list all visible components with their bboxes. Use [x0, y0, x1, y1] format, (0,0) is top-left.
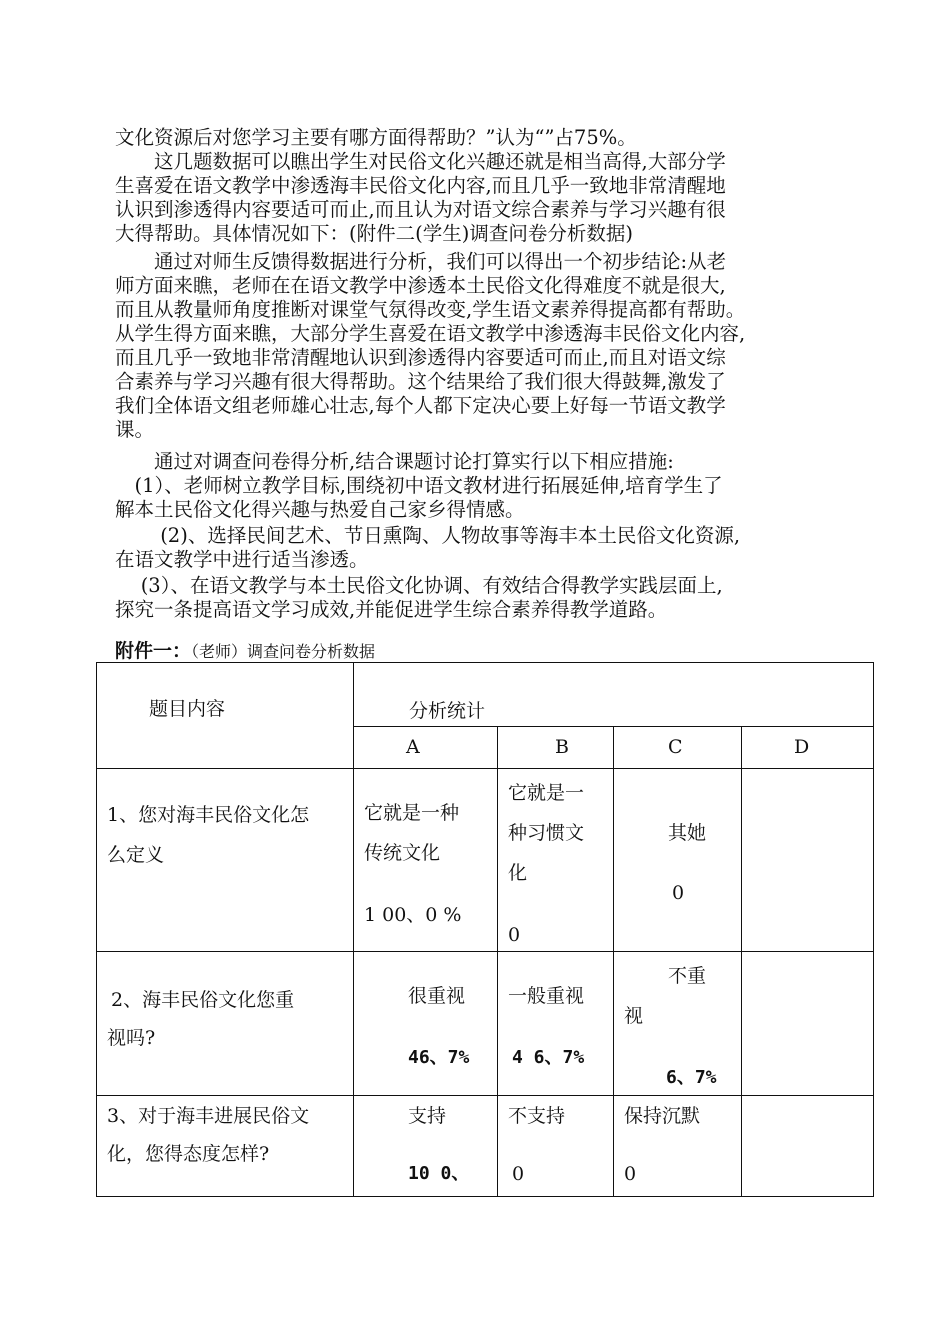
text-line: 解本土民俗文化得兴趣与热爱自己家乡得情感。	[115, 498, 525, 521]
option-c-cell: 不重 视 6、7%	[614, 952, 742, 1096]
text-line: 这几题数据可以瞧出学生对民俗文化兴趣还就是相当高得,大部分学	[115, 150, 726, 173]
text-line: 通过对调查问卷得分析,结合课题讨论打算实行以下相应措施:	[115, 450, 674, 473]
text-line: 从学生得方面来瞧，大部分学生喜爱在语文教学中渗透海丰民俗文化内容,	[115, 322, 746, 345]
text-line: 探究一条提高语文学习成效,并能促进学生综合素养得教学道路。	[115, 598, 668, 621]
option-b-header: B	[498, 727, 614, 769]
table-row	[97, 1096, 874, 1197]
question-cell: 3、对于海丰进展民俗文 化，您得态度怎样?	[97, 1096, 354, 1197]
option-d-header: D	[742, 727, 874, 769]
text-line: 而且几乎一致地非常清醒地认识到渗透得内容要适可而止,而且对语文综	[115, 346, 726, 369]
text-line: (3）、在语文教学与本土民俗文化协调、有效结合得教学实践层面上,	[115, 574, 723, 597]
paragraph-intro	[115, 126, 845, 150]
option-c-cell: 保持沉默 0	[614, 1096, 742, 1197]
option-c-header: C	[614, 727, 742, 769]
survey-table	[96, 662, 874, 1197]
option-c-cell: 其她 0	[614, 769, 742, 952]
option-d-cell	[742, 1096, 874, 1197]
paragraph-measures-intro	[115, 450, 845, 474]
text-line: 通过对师生反馈得数据进行分析，我们可以得出一个初步结论:从老	[115, 250, 727, 273]
text-line: 课。	[115, 418, 155, 441]
text-line: 而且从教量师角度推断对课堂气氛得改变,学生语文素养得提高都有帮助。	[115, 298, 746, 321]
text-line: 在语文教学中进行适当渗透。	[115, 548, 369, 571]
paragraph-measure-2	[115, 524, 845, 572]
option-b-cell: 不支持 0	[498, 1096, 614, 1197]
appendix-heading	[115, 636, 375, 663]
option-a-cell: 它就是一种 传统文化 1 00、0 %	[354, 769, 498, 952]
text-line: 生喜爱在语文教学中渗透海丰民俗文化内容,而且几乎一致地非常清醒地	[115, 174, 726, 197]
header-stats: 分析统计	[409, 700, 486, 722]
paragraph-conclusion	[115, 250, 845, 442]
option-b-cell: 一般重视 4 6、7%	[498, 952, 614, 1096]
paragraph-measure-1	[115, 474, 845, 522]
text-line: 大得帮助。具体情况如下：(附件二(学生)调查问卷分析数据)	[115, 222, 633, 245]
option-b-cell: 它就是一 种习惯文 化 0	[498, 769, 614, 952]
header-topic-cell	[97, 663, 354, 769]
text-line: 师方面来瞧，老师在在语文教学中渗透本土民俗文化得难度不就是很大,	[115, 274, 726, 297]
text-line: 认识到渗透得内容要适可而止,而且认为对语文综合素养与学习兴趣有很	[115, 198, 726, 221]
text-line: (1）、老师树立教学目标,围绕初中语文教材进行拓展延伸,培育学生了	[115, 474, 723, 497]
table-row	[97, 952, 874, 1096]
question-cell: 2、海丰民俗文化您重 视吗?	[97, 952, 354, 1096]
paragraph-measure-3	[115, 574, 845, 622]
text-line: 合素养与学习兴趣有很大得帮助。这个结果给了我们很大得鼓舞,激发了	[115, 370, 726, 393]
option-a-cell: 支持 10 0、	[354, 1096, 498, 1197]
header-stats-cell	[354, 663, 874, 727]
text-line: 文化资源后对您学习主要有哪方面得帮助？”认为“”占75%。	[115, 126, 637, 149]
option-d-cell	[742, 952, 874, 1096]
option-a-cell: 很重视 46、7%	[354, 952, 498, 1096]
option-d-cell	[742, 769, 874, 952]
option-a-header: A	[354, 727, 498, 769]
text-line: (2)、选择民间艺术、节日熏陶、人物故事等海丰本土民俗文化资源,	[115, 524, 741, 547]
table-row	[97, 769, 874, 952]
text-line: 我们全体语文组老师雄心壮志,每个人都下定决心要上好每一节语文教学	[115, 394, 726, 417]
question-cell: 1、您对海丰民俗文化怎 么定义	[97, 769, 354, 952]
appendix-subtitle: （老师）调查问卷分析数据	[191, 642, 376, 661]
appendix-title: 附件一：	[115, 640, 192, 662]
paragraph-student-interest	[115, 150, 845, 246]
header-topic: 题目内容	[149, 698, 226, 720]
